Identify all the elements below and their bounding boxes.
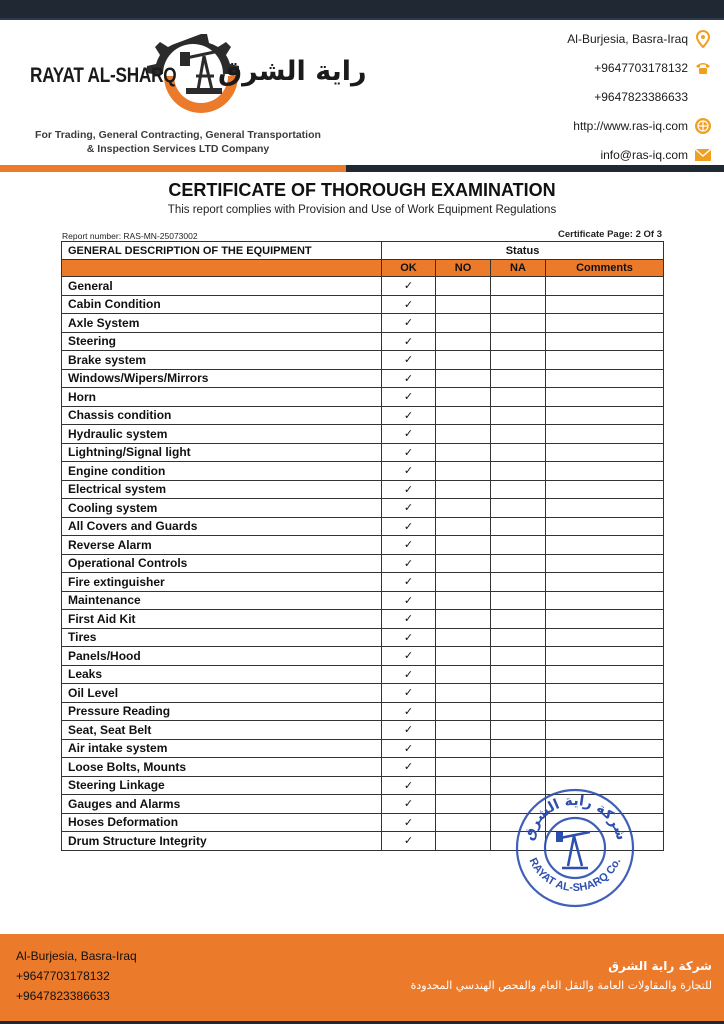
checkmark-icon: ✓ (403, 742, 414, 755)
status-cell-na (491, 462, 546, 481)
comments-cell (546, 388, 664, 407)
comments-cell (546, 647, 664, 666)
status-cell-ok (382, 739, 436, 758)
table-row (62, 480, 664, 499)
checkmark-icon: ✓ (403, 428, 414, 441)
status-cell-na (491, 647, 546, 666)
equipment-item-name: Tires (62, 628, 382, 647)
table-row (62, 295, 664, 314)
checkmark-icon: ✓ (403, 835, 414, 848)
equipment-item-name: General (62, 277, 382, 296)
column-header-no: NO (436, 260, 491, 277)
column-header-row (62, 260, 664, 277)
table-row (62, 721, 664, 740)
comments-cell (546, 721, 664, 740)
table-row (62, 332, 664, 351)
description-header: GENERAL DESCRIPTION OF THE EQUIPMENT (62, 242, 382, 260)
comments-cell (546, 277, 664, 296)
status-cell-no (436, 536, 491, 555)
equipment-item-name: Steering Linkage (62, 776, 382, 795)
phone-icon (694, 59, 712, 77)
company-tagline (28, 128, 328, 156)
status-cell-na (491, 517, 546, 536)
table-row (62, 702, 664, 721)
status-cell-no (436, 351, 491, 370)
status-cell-ok (382, 351, 436, 370)
equipment-item-name: Loose Bolts, Mounts (62, 758, 382, 777)
checkmark-icon: ✓ (403, 391, 414, 404)
footer-phone-2: +9647823386633 (16, 989, 110, 1003)
checkmark-icon: ✓ (403, 668, 414, 681)
table-row (62, 536, 664, 555)
status-cell-ok (382, 776, 436, 795)
table-row (62, 443, 664, 462)
status-cell-ok (382, 462, 436, 481)
table-row (62, 277, 664, 296)
equipment-item-name: Maintenance (62, 591, 382, 610)
contact-address-text: Al-Burjesia, Basra-Iraq (567, 31, 688, 46)
checkmark-icon: ✓ (403, 409, 414, 422)
status-cell-no (436, 813, 491, 832)
footer-address: Al-Burjesia, Basra-Iraq (16, 949, 137, 963)
status-cell-no (436, 480, 491, 499)
status-cell-ok (382, 573, 436, 592)
status-cell-ok (382, 295, 436, 314)
status-cell-no (436, 443, 491, 462)
brand-name-en: RAYAT AL-SHARQ (30, 64, 177, 87)
checkmark-icon: ✓ (403, 594, 414, 607)
status-cell-no (436, 776, 491, 795)
status-cell-na (491, 277, 546, 296)
status-cell-ok (382, 406, 436, 425)
equipment-item-name: Hoses Deformation (62, 813, 382, 832)
checkmark-icon: ✓ (403, 650, 414, 663)
status-cell-na (491, 388, 546, 407)
equipment-item-name: Hydraulic system (62, 425, 382, 444)
status-cell-no (436, 388, 491, 407)
company-stamp (512, 786, 638, 910)
status-cell-no (436, 758, 491, 777)
status-cell-na (491, 684, 546, 703)
checkmark-icon: ✓ (403, 372, 414, 385)
contact-email-text[interactable]: info@ras-iq.com (600, 147, 688, 162)
stamp-pump-icon (560, 832, 590, 868)
status-cell-ok (382, 832, 436, 851)
table-row (62, 758, 664, 777)
equipment-item-name: Pressure Reading (62, 702, 382, 721)
checkmark-icon: ✓ (403, 298, 414, 311)
contact-phone-1-text: +9647703178132 (594, 60, 688, 75)
table-row (62, 628, 664, 647)
equipment-item-name: Horn (62, 388, 382, 407)
status-cell-no (436, 573, 491, 592)
status-cell-ok (382, 758, 436, 777)
checkmark-icon: ✓ (403, 483, 414, 496)
table-row (62, 739, 664, 758)
status-cell-no (436, 332, 491, 351)
table-row (62, 573, 664, 592)
status-cell-ok (382, 499, 436, 518)
equipment-item-name: Electrical system (62, 480, 382, 499)
table-row (62, 369, 664, 388)
status-cell-na (491, 610, 546, 629)
comments-cell (546, 462, 664, 481)
contact-phone-2 (412, 82, 712, 111)
status-cell-na (491, 554, 546, 573)
status-cell-na (491, 351, 546, 370)
status-cell-na (491, 295, 546, 314)
checkmark-icon: ✓ (403, 446, 414, 459)
equipment-item-name: Oil Level (62, 684, 382, 703)
equipment-item-name: Leaks (62, 665, 382, 684)
comments-cell (546, 425, 664, 444)
status-cell-na (491, 758, 546, 777)
status-cell-no (436, 462, 491, 481)
table-row (62, 665, 664, 684)
table-row (62, 314, 664, 333)
equipment-item-name: Steering (62, 332, 382, 351)
table-row (62, 610, 664, 629)
checkmark-icon: ✓ (403, 539, 414, 552)
status-cell-no (436, 832, 491, 851)
status-cell-no (436, 369, 491, 388)
status-cell-na (491, 591, 546, 610)
equipment-item-name: Seat, Seat Belt (62, 721, 382, 740)
equipment-item-name: Panels/Hood (62, 647, 382, 666)
table-row (62, 517, 664, 536)
checkmark-icon: ✓ (403, 798, 414, 811)
top-bar (0, 0, 724, 20)
table-row (62, 462, 664, 481)
status-cell-ok (382, 665, 436, 684)
checkmark-icon: ✓ (403, 816, 414, 829)
status-cell-na (491, 628, 546, 647)
certificate-page: Certificate Page: 2 Of 3 (557, 229, 662, 240)
comments-cell (546, 332, 664, 351)
table-row (62, 554, 664, 573)
column-header-na: NA (491, 260, 546, 277)
status-cell-no (436, 795, 491, 814)
equipment-item-name: Fire extinguisher (62, 573, 382, 592)
status-cell-no (436, 628, 491, 647)
comments-cell (546, 554, 664, 573)
checkmark-icon: ✓ (403, 280, 414, 293)
status-cell-na (491, 739, 546, 758)
status-cell-na (491, 332, 546, 351)
checkmark-icon: ✓ (403, 520, 414, 533)
equipment-item-name: Engine condition (62, 462, 382, 481)
checkmark-icon: ✓ (403, 465, 414, 478)
report-number: Report number: RAS-MN-25073002 (62, 231, 198, 241)
status-cell-ok (382, 332, 436, 351)
footer-phone-1: +9647703178132 (16, 969, 110, 983)
status-cell-no (436, 499, 491, 518)
status-cell-no (436, 314, 491, 333)
comments-cell (546, 480, 664, 499)
status-cell-no (436, 665, 491, 684)
status-cell-ok (382, 813, 436, 832)
status-cell-ok (382, 628, 436, 647)
svg-text:RAYAT AL-SHARQ Co. (527, 856, 624, 894)
status-cell-no (436, 702, 491, 721)
checkmark-icon: ✓ (403, 724, 414, 737)
checkmark-icon: ✓ (403, 705, 414, 718)
location-pin-icon (694, 30, 712, 48)
equipment-item-name: Cabin Condition (62, 295, 382, 314)
status-cell-no (436, 739, 491, 758)
status-cell-ok (382, 684, 436, 703)
checkmark-icon: ✓ (403, 317, 414, 330)
footer-company-name-ar: شركة راية الشرق (608, 959, 712, 973)
status-cell-ok (382, 536, 436, 555)
status-cell-ok (382, 647, 436, 666)
comments-cell (546, 517, 664, 536)
status-cell-ok (382, 517, 436, 536)
document-title: CERTIFICATE OF THOROUGH EXAMINATION (168, 180, 556, 200)
status-cell-no (436, 647, 491, 666)
globe-icon (694, 117, 712, 135)
checkmark-icon: ✓ (403, 557, 414, 570)
comments-cell (546, 314, 664, 333)
column-header-comments: Comments (546, 260, 664, 277)
status-cell-ok (382, 702, 436, 721)
equipment-item-name: Windows/Wipers/Mirrors (62, 369, 382, 388)
checkmark-icon: ✓ (403, 779, 414, 792)
checkmark-icon: ✓ (403, 761, 414, 774)
status-cell-no (436, 425, 491, 444)
table-header-row (62, 242, 664, 260)
status-cell-no (436, 554, 491, 573)
checkmark-icon: ✓ (403, 687, 414, 700)
equipment-item-name: Reverse Alarm (62, 536, 382, 555)
checkmark-icon: ✓ (403, 631, 414, 644)
equipment-item-name: Drum Structure Integrity (62, 832, 382, 851)
status-cell-no (436, 295, 491, 314)
comments-cell (546, 369, 664, 388)
table-body (62, 277, 664, 851)
status-cell-ok (382, 480, 436, 499)
checkmark-icon: ✓ (403, 502, 414, 515)
table-row (62, 684, 664, 703)
checkmark-icon: ✓ (403, 335, 414, 348)
header-contacts (412, 24, 712, 169)
status-cell-no (436, 517, 491, 536)
equipment-item-name: Operational Controls (62, 554, 382, 573)
comments-cell (546, 702, 664, 721)
table-row (62, 406, 664, 425)
equipment-item-name: All Covers and Guards (62, 517, 382, 536)
comments-cell (546, 406, 664, 425)
status-cell-no (436, 406, 491, 425)
comments-cell (546, 665, 664, 684)
equipment-item-name: Cooling system (62, 499, 382, 518)
status-cell-na (491, 369, 546, 388)
status-cell-ok (382, 277, 436, 296)
inspection-table (61, 241, 664, 851)
document-subtitle: This report complies with Provision and Use of Work Equipment Regulations (167, 204, 557, 216)
comments-cell (546, 499, 664, 518)
table-row (62, 425, 664, 444)
contact-address (412, 24, 712, 53)
stamp-english-text: RAYAT AL-SHARQ Co. (526, 856, 624, 895)
comments-cell (546, 758, 664, 777)
comments-cell (546, 443, 664, 462)
equipment-item-name: Brake system (62, 351, 382, 370)
comments-cell (546, 295, 664, 314)
status-header: Status (382, 242, 664, 260)
comments-cell (546, 573, 664, 592)
status-cell-ok (382, 425, 436, 444)
table-row (62, 591, 664, 610)
status-cell-na (491, 702, 546, 721)
status-cell-ok (382, 314, 436, 333)
contact-website[interactable] (412, 111, 712, 140)
column-header-blank (62, 260, 382, 277)
contact-website-text[interactable]: http://www.ras-iq.com (573, 118, 688, 133)
footer-services-ar: للتجارة والمقاولات العامة والنقل العام والفحص الهندسي المحدودة (410, 979, 712, 992)
table-row (62, 388, 664, 407)
table-row (62, 499, 664, 518)
status-cell-na (491, 406, 546, 425)
equipment-item-name: Gauges and Alarms (62, 795, 382, 814)
status-cell-ok (382, 721, 436, 740)
footer-company-ar (411, 956, 712, 996)
status-cell-na (491, 665, 546, 684)
equipment-item-name: Air intake system (62, 739, 382, 758)
status-cell-na (491, 443, 546, 462)
stamp-arabic-text: شركة راية الشرق (520, 792, 630, 843)
page-footer (0, 934, 724, 1024)
status-cell-ok (382, 369, 436, 388)
status-cell-no (436, 684, 491, 703)
contact-phone-1 (412, 53, 712, 82)
equipment-item-name: Axle System (62, 314, 382, 333)
header-divider (0, 165, 724, 172)
status-cell-ok (382, 443, 436, 462)
status-cell-na (491, 536, 546, 555)
equipment-item-name: First Aid Kit (62, 610, 382, 629)
brand-name-ar: راية الشرق (218, 56, 367, 87)
status-cell-ok (382, 610, 436, 629)
comments-cell (546, 351, 664, 370)
status-cell-na (491, 425, 546, 444)
status-cell-na (491, 480, 546, 499)
contact-phone-2-text: +9647823386633 (594, 89, 688, 104)
comments-cell (546, 610, 664, 629)
checkmark-icon: ✓ (403, 613, 414, 626)
status-cell-ok (382, 591, 436, 610)
status-cell-no (436, 610, 491, 629)
status-cell-ok (382, 554, 436, 573)
table-row (62, 351, 664, 370)
status-cell-ok (382, 795, 436, 814)
mail-icon (694, 146, 712, 164)
comments-cell (546, 628, 664, 647)
tagline-line-1: For Trading, General Contracting, General Transportation (35, 129, 321, 141)
equipment-item-name: Chassis condition (62, 406, 382, 425)
checkmark-icon: ✓ (403, 576, 414, 589)
comments-cell (546, 684, 664, 703)
footer-contacts (16, 946, 137, 1006)
column-header-ok: OK (382, 260, 436, 277)
comments-cell (546, 739, 664, 758)
status-cell-ok (382, 388, 436, 407)
checkmark-icon: ✓ (403, 354, 414, 367)
company-logo (26, 26, 367, 126)
status-cell-na (491, 314, 546, 333)
status-cell-na (491, 499, 546, 518)
status-cell-na (491, 721, 546, 740)
status-cell-no (436, 277, 491, 296)
equipment-item-name: Lightning/Signal light (62, 443, 382, 462)
status-cell-no (436, 721, 491, 740)
table-row (62, 647, 664, 666)
comments-cell (546, 591, 664, 610)
status-cell-na (491, 573, 546, 592)
comments-cell (546, 536, 664, 555)
tagline-line-2: & Inspection Services LTD Company (86, 143, 270, 155)
status-cell-no (436, 591, 491, 610)
